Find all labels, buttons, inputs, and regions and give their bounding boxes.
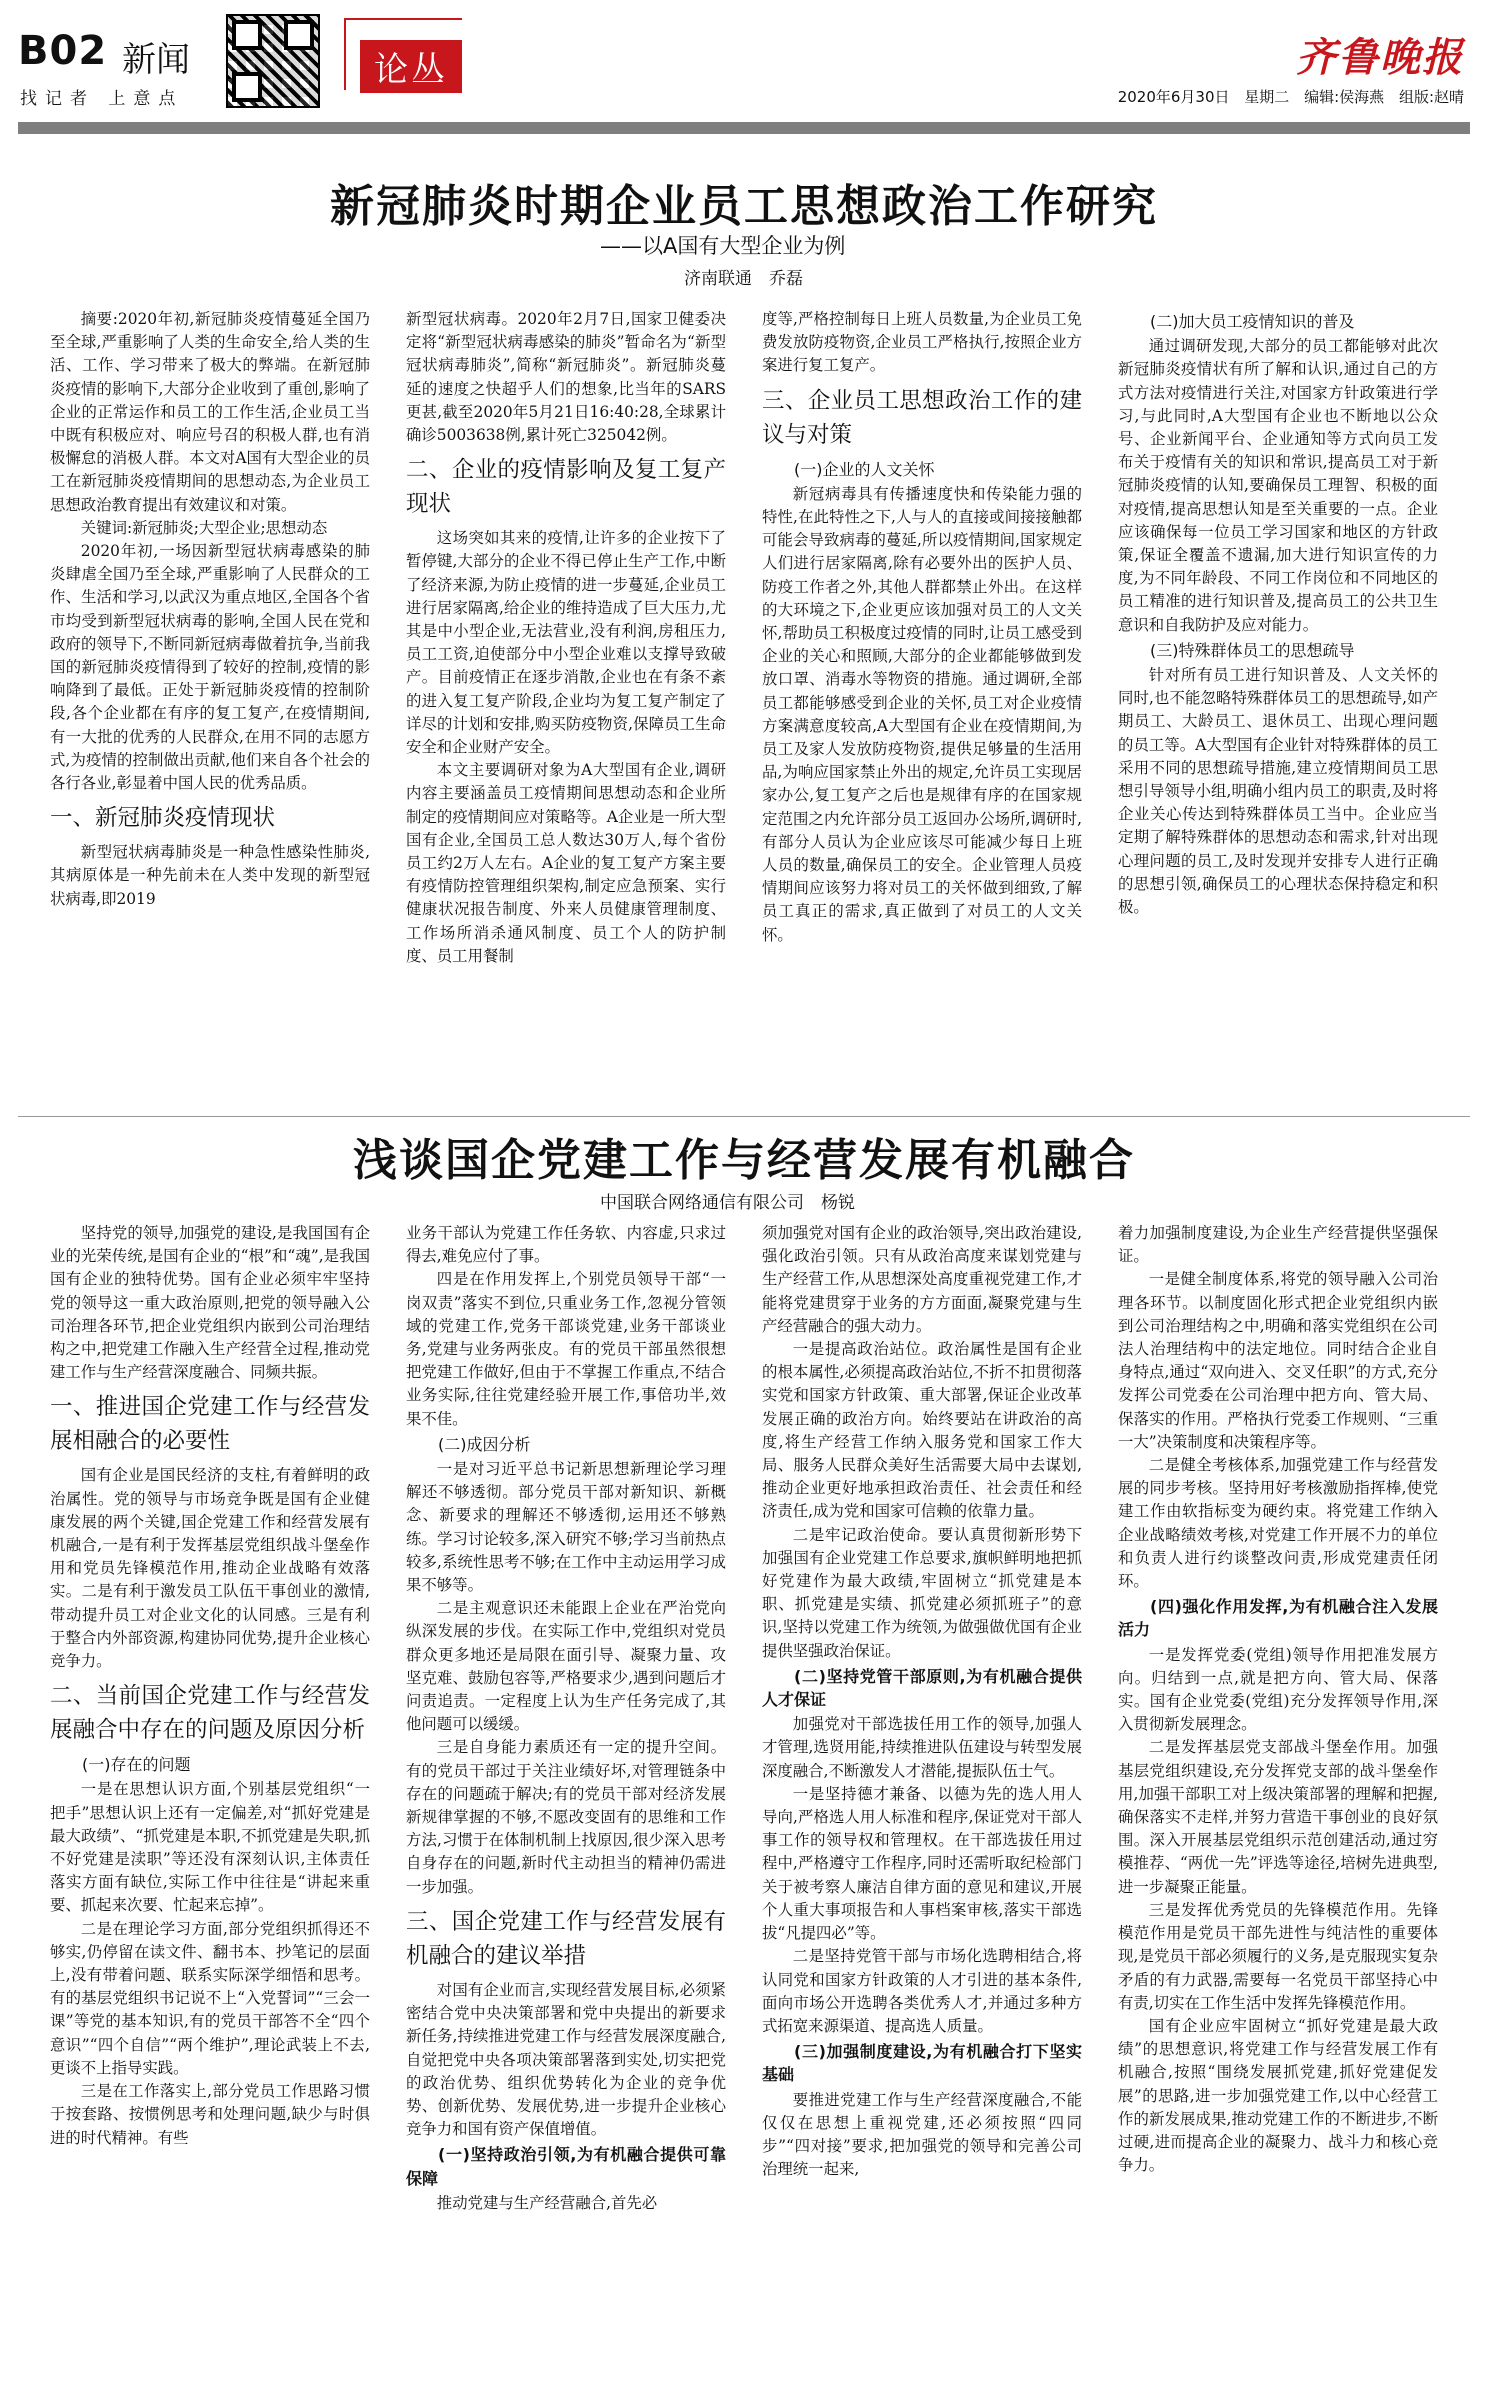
article2-byline: 中国联合网络通信有限公司 杨锐 (600, 1193, 855, 1213)
paragraph: 一是坚持德才兼备、以德为先的选人用人导向,严格选人用人标准和程序,保证党对干部人事工作的领导权和管理权。在干部选拔任用过程中,严格遵守工作程序,同时还需听取纪检部门关于被考察人廉洁自律方面的意见和建议,开展个人重大事项报告和人事档案审核,落实干部选拔“凡提四必”等。 (762, 1784, 1082, 1943)
qr-code-icon (226, 14, 320, 108)
paragraph: 本文主要调研对象为A大型国有企业,调研内容主要涵盖员工疫情期间思想动态和企业所制定的疫情期间应对策略等。A企业是一所大型国有企业,全国员工总人数达30万人,每个省份员工约2万人左右。A企业的复工复产方案主要有疫情防控管理组织架构,制定应急预案、实行健康状况报告制度、外来人员健康管理制度、工作场所消杀通风制度、员工个人的防护制度、员工用餐制 (406, 761, 726, 965)
paragraph: 这场突如其来的疫情,让许多的企业按下了暂停键,大部分的企业不得已停止生产工作,中断了经济来源,为防止疫情的进一步蔓延,企业员工进行居家隔离,给企业的维持造成了巨大压力,尤其是中小型企业,无法营业,没有利润,房租压力,员工工资,迫使部分中小型企业难以支撑导致破产。目前疫情正在逐步消散,企业也在有条不紊的进入复工复产阶段,企业均为复工复产制定了详尽的计划和安排,购买防疫物资,保障员工生命安全和企业财产安全。 (406, 529, 726, 757)
sub-heading: (二)坚持党管干部原则,为有机融合提供人才保证 (762, 1666, 1082, 1710)
sub-heading: (三)特殊群体员工的思想疏导 (1150, 640, 1355, 660)
sub-heading: (二)加大员工疫情知识的普及 (1150, 312, 1355, 331)
paragraph: 业务干部认为党建工作任务软、内容虚,只求过得去,难免应付了事。 (406, 1224, 726, 1266)
sub-heading: (一)坚持政治引领,为有机融合提供可靠保障 (406, 2145, 726, 2188)
section-name: 新闻 (122, 40, 190, 80)
paragraph: 二是在理论学习方面,部分党组织抓得还不够实,仍停留在读文件、翻书本、抄笔记的层面上,没有带着问题、联系实际深学细悟和思考。有的基层党组织书记说不上“入党誓词”“三会一课”等党的基本知识,有的党员干部答不全“四个意识”“四个自信”“两个维护”,理论武装上不去,更谈不上指导实践。 (50, 1919, 370, 2077)
sub-heading: (三)加强制度建设,为有机融合打下坚实基础 (762, 2042, 1082, 2085)
section-heading: 一、推进国企党建工作与经营发展相融合的必要性 (50, 1394, 370, 1455)
issue-weekday: 星期二 (1244, 88, 1290, 106)
sub-heading: (一)存在的问题 (82, 1755, 191, 1775)
paragraph: 加强党对干部选拔任用工作的领导,加强人才管理,选贤用能,持续推进队伍建设与转型发展深度融合,不断激发人才潜能,提振队伍士气。 (762, 1715, 1082, 1780)
article1-column (762, 308, 1082, 1088)
paragraph: 度等,严格控制每日上班人员数量,为企业员工免费发放防疫物资,企业员工严格执行,按照企业方案进行复工复产。 (762, 310, 1082, 375)
slogan: 找记者 上意点 (20, 89, 184, 109)
paragraph: 关键词:新冠肺炎;大型企业;思想动态 (80, 518, 328, 537)
editor: 编辑:侯海燕 (1304, 88, 1385, 106)
paragraph: 一是发挥党委(党组)领导作用把准发展方向。归结到一点,就是把方向、管大局、保落实。国有企业党委(党组)充分发挥领导作用,深入贯彻新发展理念。 (1118, 1645, 1438, 1734)
paragraph: 新冠病毒具有传播速度快和传染能力强的特性,在此特性之下,人与人的直接或间接接触都可能会导致病毒的蔓延,所以疫情期间,国家规定人们进行居家隔离,除有必要外出的医护人员、防疫工作者之外,其他人群都禁止外出。在这样的大环境之下,企业更应该加强对员工的人文关怀,帮助员工积极度过疫情的同时,让员工感受到企业的关心和照顾,大部分的企业都能够做到发放口罩、消毒水等物资的措施。通过调研,全部员工都能够感受到企业的关怀,员工对企业疫情方案满意度较高,A大型国有企业在疫情期间,为员工及家人发放防疫物资,提供足够量的生活用品,为响应国家禁止外出的规定,允许员工实现居家办公,复工复产之后也是规律有序的在国家规定范围之内允许部分员工返回办公场所,调研时,有部分人员认为企业应该尽可能减少每日上班人员的数量,确保员工的安全。企业管理人员疫情期间应该努力将对员工的关怀做到细致,了解员工真正的需求,真正做到了对员工的人文关怀。 (762, 484, 1082, 944)
paragraph: 三是发挥优秀党员的先锋模范作用。先锋模范作用是党员干部先进性与纯洁性的重要体现,是党员干部必须履行的义务,是克服现实复杂矛盾的有力武器,需要每一名党员干部坚持心中有责,切实在工作生活中发挥先锋模范作用。 (1118, 1900, 1438, 2012)
article1-column (50, 308, 370, 1088)
article2-title: 浅谈国企党建工作与经营发展有机融合 (353, 1135, 1135, 1186)
sub-heading: (一)企业的人文关怀 (794, 459, 935, 479)
section-heading: 三、企业员工思想政治工作的建议与对策 (762, 387, 1082, 448)
paragraph: 三是自身能力素质还有一定的提升空间。有的党员干部过于关注业绩好坏,对管理链条中存在的问题疏于解决;有的党员干部对经济发展新规律掌握的不够,不愿改变固有的思维和工作方法,习惯于在体制机制上找原因,很少深入思考自身存在的问题,新时代主动担当的精神仍需进一步加强。 (406, 1738, 726, 1896)
sub-heading: (四)强化作用发挥,为有机融合注入发展活力 (1118, 1597, 1438, 1640)
paragraph: 摘要:2020年初,新冠肺炎疫情蔓延全国乃至全球,严重影响了人类的生命安全,给人类的生活、工作、学习带来了极大的弊端。在新冠肺炎疫情的影响下,大部分企业收到了重创,影响了企业的正常运作和员工的工作生活,企业员工当中既有积极应对、响应号召的积极人群,也有消极懈怠的消极人群。本文对A国有大型企业的员工在新冠肺炎疫情期间的思想动态,为企业员工思想政治教育提出有效建议和对策。 (50, 310, 370, 514)
article2-body (50, 1222, 1438, 2382)
paragraph: 二是发挥基层党支部战斗堡垒作用。加强基层党组织建设,充分发挥党支部的战斗堡垒作用,加强干部职工对上级决策部署的理解和把握,确保落实不走样,并努力营造干事创业的良好氛围。深入开展基层党组织示范创建活动,通过穷模推荐、“两优一先”评选等途径,培树先进典型,进一步凝聚正能量。 (1118, 1738, 1438, 1896)
issue-date: 2020年6月30日 (1117, 88, 1230, 106)
article2-column (406, 1222, 726, 2382)
paragraph: 须加强党对国有企业的政治领导,突出政治建设,强化政治引领。只有从政治高度来谋划党建与生产经营工作,从思想深处高度重视党建工作,才能将党建贯穿于业务的方方面面,凝聚党建与生产经营融合的强大动力。 (762, 1224, 1082, 1335)
paragraph: 一是提高政治站位。政治属性是国有企业的根本属性,必须提高政治站位,不折不扣贯彻落实党和国家方针政策、重大部署,保证企业改革发展正确的政治方向。始终要站在讲政治的高度,将生产经营工作纳入服务党和国家工作大局、服务人民群众美好生活需要大局中去谋划,推动企业更好地承担政治责任、社会责任和经济责任,成为党和国家可信赖的依靠力量。 (762, 1340, 1082, 1521)
paragraph: 针对所有员工进行知识普及、人文关怀的同时,也不能忽略特殊群体员工的思想疏导,如产期员工、大龄员工、退休员工、出现心理问题的员工等。A大型国有企业针对特殊群体的员工采用不同的思想疏导措施,建立疫情期间员工思想引导领导小组,明确小组内员工的职责,及时将企业关心传达到特殊群体员工当中。企业应当定期了解特殊群体的思想动态和需求,针对出现心理问题的员工,及时发现并安排专人进行正确的思想引领,确保员工的心理状态保持稳定和积极。 (1118, 666, 1438, 917)
article-divider (18, 1116, 1470, 1117)
article1-subtitle: ——以A国有大型企业为例 (600, 234, 846, 258)
section-heading: 三、国企党建工作与经营发展有机融合的建议举措 (406, 1908, 726, 1969)
article1-column (1118, 308, 1438, 1088)
article1-body (50, 308, 1438, 1088)
masthead (18, 14, 1470, 114)
paragraph: 要推进党建工作与生产经营深度融合,不能仅仅在思想上重视党建,还必须按照“四同步”“四对接”要求,把加强党的领导和完善公司治理统一起来, (762, 2090, 1082, 2179)
issue-meta (1118, 86, 1464, 107)
column-tag: 论丛 (360, 40, 462, 93)
paragraph: 2020年初,一场因新型冠状病毒感染的肺炎肆虐全国乃至全球,严重影响了人民群众的工作、生活和学习,以武汉为重点地区,全国各个省市均受到新型冠状病毒的影响,全国人民在党和政府的领导下,不断同新冠病毒做着抗争,当前我国的新冠肺炎疫情得到了较好的控制,疫情的影响降到了最低。正处于新冠肺炎疫情的控制阶段,各个企业都在有序的复工复产,在疫情期间,有一大批的优秀的人民群众,在用不同的志愿方式,为疫情的控制做出贡献,他们来自各个社会的各行各业,彰显着中国人民的优秀品质。 (50, 542, 370, 793)
paragraph: 一是在思想认识方面,个别基层党组织“一把手”思想认识上还有一定偏差,对“抓好党建是最大政绩”、“抓党建是本职,不抓党建是失职,抓不好党建是渎职”等还没有深刻认识,主体责任落实方面有缺位,实际工作中往往是“讲起来重要、抓起来次要、忙起来忘掉”。 (50, 1780, 370, 1915)
layout-editor: 组版:赵晴 (1398, 88, 1464, 106)
article1-title: 新冠肺炎时期企业员工思想政治工作研究 (330, 181, 1158, 232)
section-heading: 二、当前国企党建工作与经营发展融合中存在的问题及原因分析 (50, 1683, 370, 1744)
section-heading: 二、企业的疫情影响及复工复产现状 (406, 457, 726, 518)
article2-column (50, 1222, 370, 2382)
sub-heading: (二)成因分析 (438, 1434, 531, 1454)
section-heading: 一、新冠肺炎疫情现状 (50, 805, 276, 832)
brand-logo: 齐鲁晚报 (1296, 34, 1464, 81)
paragraph: 新型冠状病毒肺炎是一种急性感染性肺炎,其病原体是一种先前未在人类中发现的新型冠状病毒,即2019 (50, 843, 370, 908)
paragraph: 三是在工作落实上,部分党员工作思路习惯于按套路、按惯例思考和处理问题,缺少与时俱进的时代精神。有些 (50, 2082, 370, 2147)
paragraph: 推动党建与生产经营融合,首先必 (436, 2193, 658, 2212)
paragraph: 一是对习近平总书记新思想新理论学习理解还不够透彻。部分党员干部对新知识、新概念、新要求的理解还不够透彻,运用还不够熟练。学习讨论较多,深入研究不够;学习当前热点较多,系统性思考不够;在工作中主动运用学习成果不够等。 (406, 1460, 726, 1595)
page-number: B02 (18, 28, 108, 74)
paragraph: 对国有企业而言,实现经营发展目标,必须紧密结合党中央决策部署和党中央提出的新要求新任务,持续推进党建工作与经营发展深度融合,自觉把党中央各项决策部署落到实处,切实把党的政治优势、组织优势转化为企业的竞争优势、创新优势、发展优势,进一步提升企业核心竞争力和国有资产保值增值。 (406, 1980, 726, 2139)
paragraph: 着力加强制度建设,为企业生产经营提供坚强保证。 (1118, 1224, 1438, 1266)
paragraph: 二是坚持党管干部与市场化选聘相结合,将认同党和国家方针政策的人才引进的基本条件,面向市场公开选聘各类优秀人才,并通过多种方式拓宽来源渠道、提高选人质量。 (762, 1947, 1082, 2035)
paragraph: 二是健全考核体系,加强党建工作与经营发展的同步考核。坚持用好考核激励指挥棒,使党建工作由软指标变为硬约束。将党建工作纳入企业战略绩效考核,对党建工作开展不力的单位和负责人进行约谈整改问责,形成党建责任闭环。 (1118, 1456, 1438, 1591)
article1-column (406, 308, 726, 1088)
paragraph: 新型冠状病毒。2020年2月7日,国家卫健委决定将“新型冠状病毒感染的肺炎”暂命名为“新型冠状病毒肺炎”,简称“新冠肺炎”。新冠肺炎蔓延的速度之快超乎人们的想象,比当年的SARS更甚,截至2020年5月21日16:40:28,全球累计确诊5003638例,累计死亡325042例。 (406, 310, 726, 445)
paragraph: 一是健全制度体系,将党的领导融入公司治理各环节。以制度固化形式把企业党组织内嵌到公司治理结构之中,明确和落实党组织在公司法人治理结构中的法定地位。同时结合企业自身特点,通过“双向进入、交叉任职”的方式,充分发挥公司党委在公司治理中把方向、管大局、保落实的作用。严格执行党委工作规则、“三重一大”决策制度和决策程序等。 (1118, 1270, 1438, 1451)
article1-byline: 济南联通 乔磊 (684, 269, 803, 289)
paragraph: 国有企业应牢固树立“抓好党建是最大政绩”的思想意识,将党建工作与经营发展工作有机融合,按照“围绕发展抓党建,抓好党建促发展”的思路,进一步加强党建工作,以中心经营工作的新发展成果,推动党建工作的不断进步,不断过硬,进而提高企业的凝聚力、战斗力和核心竞争力。 (1118, 2016, 1438, 2175)
paragraph: 坚持党的领导,加强党的建设,是我国国有企业的光荣传统,是国有企业的“根”和“魂”,是我国国有企业的独特优势。国有企业必须牢牢坚持党的领导这一重大政治原则,把党的领导融入公司治理各环节,把企业党组织内嵌到公司治理结构之中,把党建工作融入生产经营全过程,推动党建工作与生产经营深度融合、同频共振。 (50, 1224, 370, 1382)
paragraph: 二是牢记政治使命。要认真贯彻新形势下加强国有企业党建工作总要求,旗帜鲜明地把抓好党建作为最大政绩,牢固树立“抓党建是本职、抓党建是实绩、抓党建必须抓班子”的意识,坚持以党建工作为统领,为做强做优国有企业提供坚强政治保证。 (762, 1525, 1082, 1660)
article2-column (1118, 1222, 1438, 2382)
paragraph: 二是主观意识还未能跟上企业在严治党向纵深发展的步伐。在实际工作中,党组织对党员群众更多地还是局限在面引导、凝聚力量、攻坚克难、鼓励包容等,严格要求少,遇到问题后才问责追责。一定程度上认为生产任务完成了,其他问题可以缓缓。 (406, 1599, 726, 1734)
article2-column (762, 1222, 1082, 2382)
paragraph: 四是在作用发挥上,个别党员领导干部“一岗双责”落实不到位,只重业务工作,忽视分管领域的党建工作,党务干部谈党建,业务干部谈业务,党建与业务两张皮。有的党员干部虽然很想把党建工作做好,但由于不掌握工作重点,不结合业务实际,往往党建经验开展工作,事倍功半,效果不佳。 (406, 1270, 726, 1428)
paragraph: 国有企业是国民经济的支柱,有着鲜明的政治属性。党的领导与市场竞争既是国有企业健康发展的两个关键,国企党建工作和经营发展有机融合,一是有利于发挥基层党组织战斗堡垒作用和党员先锋模范作用,推动企业战略有效落实。二是有利于激发员工队伍干事创业的激情,带动提升员工对企业文化的认同感。三是有利于整合内外部资源,构建协同优势,提升企业核心竞争力。 (50, 1466, 370, 1671)
header-rule (18, 122, 1470, 134)
paragraph: 通过调研发现,大部分的员工都能够对此次新冠肺炎疫情状有所了解和认识,通过自己的方式方法对疫情进行关注,对国家方针政策进行学习,与此同时,A大型国有企业也不断地以公众号、企业新闻平台、企业通知等方式向员工发布关于疫情有关的知识和常识,提高员工对于新冠肺炎疫情的认知,要确保员工理智、积极的面对疫情,提高思想认知是至关重要的一点。企业应该确保每一位员工学习国家和地区的方针政策,保证全覆盖不遗漏,加大进行知识宣传的力度,为不同年龄段、不同工作岗位和不同地区的员工精准的进行知识普及,提高员工的公共卫生意识和自我防护及应对能力。 (1118, 337, 1438, 634)
